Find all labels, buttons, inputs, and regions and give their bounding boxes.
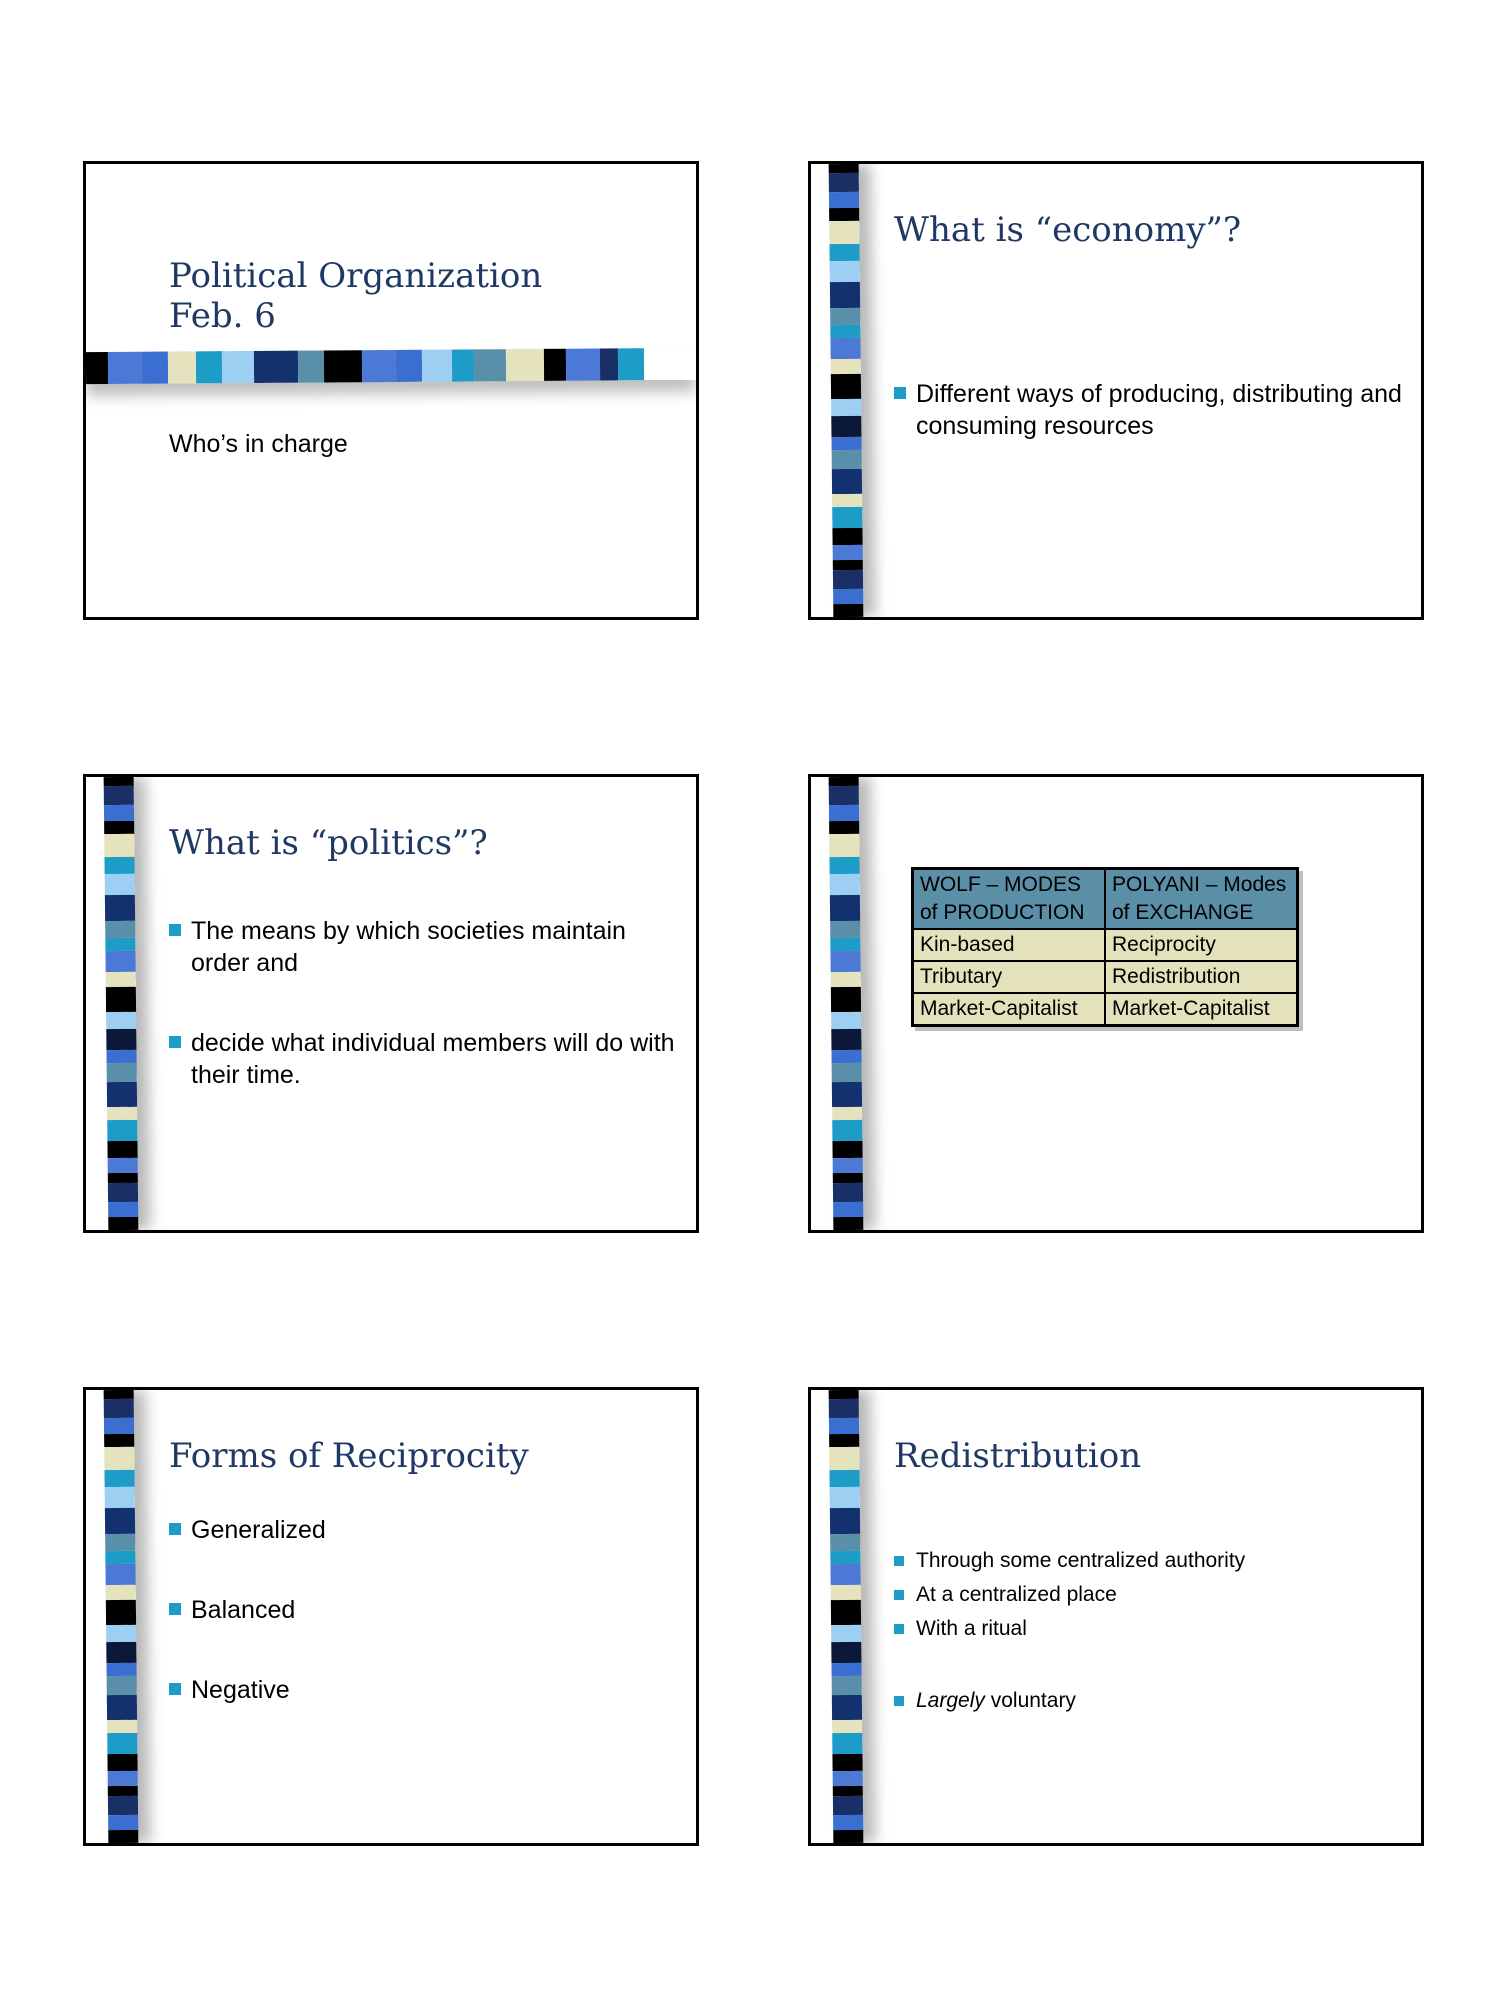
slide-title (83, 161, 699, 620)
bullet-item: Different ways of producing, distributing and consuming resources (894, 378, 1404, 442)
presentation-date: Feb. 6 (169, 296, 276, 336)
bullet-item: Balanced (169, 1594, 295, 1626)
table-cell: Tributary (913, 961, 1106, 993)
bullet-item: Negative (169, 1674, 290, 1706)
bullet-item: decide what individual members will do with their time. (169, 1027, 679, 1091)
bullet-list (169, 1514, 326, 1546)
slide-redistribution (808, 1387, 1424, 1846)
table-cell: Redistribution (1105, 961, 1298, 993)
column-header-production: WOLF – MODES of PRODUCTION (913, 869, 1106, 930)
slide-heading: Forms of Reciprocity (169, 1436, 529, 1476)
slide-heading: What is “politics”? (169, 823, 488, 863)
emphasis-text: Largely (916, 1689, 985, 1712)
bullet-item: At a centralized place (894, 1578, 1245, 1612)
bullet-list (169, 1027, 679, 1091)
bullet-item: The means by which societies maintain order and (169, 915, 679, 979)
presentation-subtitle: Who’s in charge (169, 430, 348, 458)
modes-table (911, 867, 1299, 1027)
slide-reciprocity (83, 1387, 699, 1846)
table-row (913, 929, 1298, 961)
decorative-stripe (104, 777, 139, 1230)
bullet-list (169, 1594, 295, 1626)
bullet-item: Generalized (169, 1514, 326, 1546)
decorative-stripe (829, 164, 864, 617)
table-cell: Kin-based (913, 929, 1106, 961)
presentation-title: Political Organization (169, 256, 543, 296)
bullet-item: Through some centralized authority (894, 1544, 1245, 1578)
bullet-item (894, 1684, 1076, 1718)
decorative-stripe (104, 1390, 139, 1843)
slide-heading: What is “economy”? (894, 210, 1242, 250)
table-header-row (913, 869, 1298, 930)
table-cell: Market-Capitalist (913, 993, 1106, 1026)
bullet-list (169, 1674, 290, 1706)
column-header-exchange: POLYANI – Modes of EXCHANGE (1105, 869, 1298, 930)
slide-economy (808, 161, 1424, 620)
bullet-list (894, 1544, 1245, 1646)
table-cell: Reciprocity (1105, 929, 1298, 961)
slide-politics (83, 774, 699, 1233)
bullet-list (894, 1684, 1076, 1718)
bullet-list (169, 915, 679, 979)
decorative-stripe (829, 1390, 864, 1843)
bullet-list (894, 378, 1404, 442)
decorative-stripe (829, 777, 864, 1230)
slide-heading: Redistribution (894, 1436, 1142, 1476)
decorative-stripe (86, 348, 696, 384)
bullet-text: voluntary (984, 1689, 1076, 1712)
slide-modes-table (808, 774, 1424, 1233)
table-row (913, 993, 1298, 1026)
table-row (913, 961, 1298, 993)
table-cell: Market-Capitalist (1105, 993, 1298, 1026)
bullet-item: With a ritual (894, 1612, 1245, 1646)
